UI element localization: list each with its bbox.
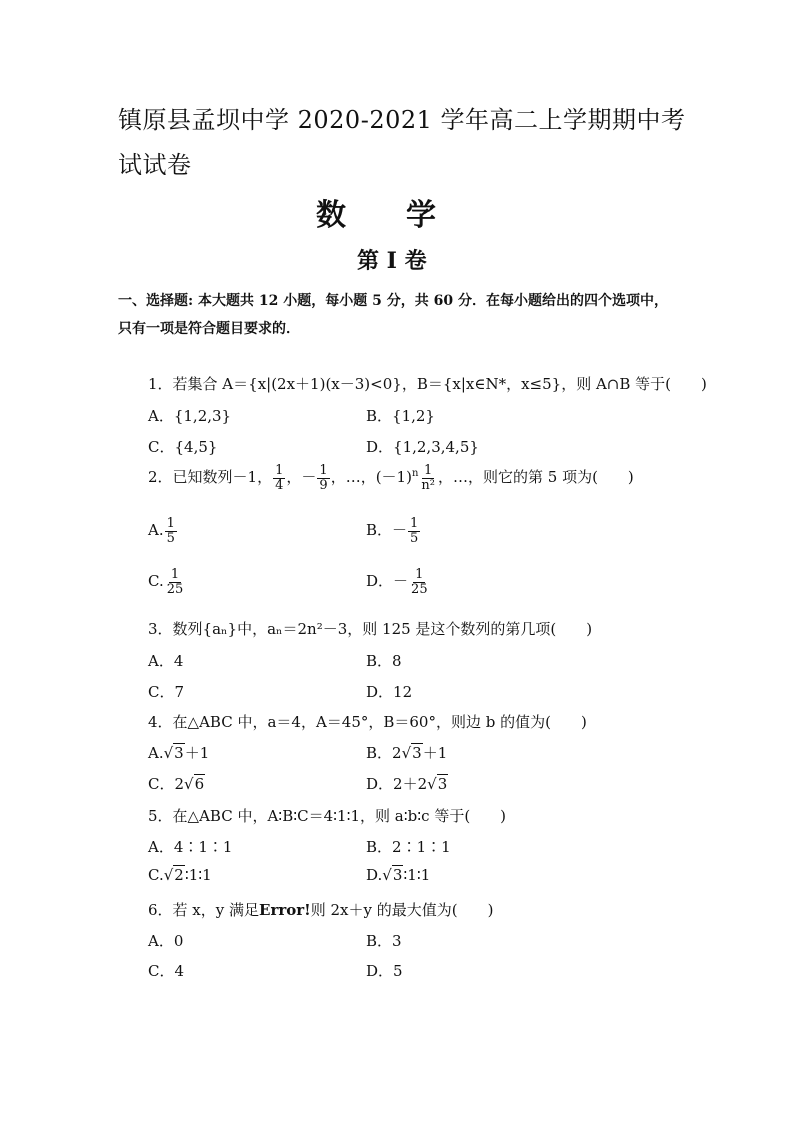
- question-2-option-d: D．－ $\frac{1}{25}$: [366, 567, 428, 597]
- question-2-stem-prefix: 2．已知数列－1，: [148, 468, 273, 487]
- question-4-stem: 4．在△ABC 中，a＝4，A＝45°，B＝60°，则边 b 的值为( ): [148, 713, 587, 731]
- sqrt-symbol: √3: [163, 744, 184, 762]
- question-4-option-a: A.√3＋1: [148, 744, 210, 762]
- sqrt-symbol: √6: [184, 775, 205, 793]
- sqrt-symbol: √3: [382, 866, 403, 884]
- section-instructions-line-1: 一、选择题: 本大题共 12 小题，每小题 5 分，共 60 分．在每小题给出的四个选项中，: [118, 293, 668, 309]
- question-3-option-c: C．7: [148, 683, 185, 701]
- question-1-option-a: A．{1,2,3}: [148, 407, 232, 425]
- question-2-stem: 2．已知数列－1， $\frac{1}{4}$ ，－ $\frac{1}{9}$ ，…，$(-1)^n$ $\frac{1}{\text{n²}}$ ，…，则它的第 5 项为( ): [148, 463, 634, 493]
- question-6-option-c: C．4: [148, 962, 185, 980]
- question-6-stem: 6．若 x，y 满足Error!则 2x＋y 的最大值为( ): [148, 901, 494, 919]
- question-2-option-a: A. $\frac{1}{5}$: [148, 516, 175, 546]
- question-6-option-d: D．5: [366, 962, 403, 980]
- question-5-option-b: B．2∶1∶1: [366, 838, 451, 856]
- subject-title: 数 学: [316, 198, 436, 233]
- sqrt-symbol: √3: [401, 744, 422, 762]
- question-5-option-c: C.√2∶1∶1: [148, 866, 212, 884]
- document-title-line-2: 试试卷: [118, 151, 192, 179]
- question-2-option-c: C. $\frac{1}{25}$: [148, 567, 184, 597]
- question-1-stem: 1．若集合 A＝{x|(2x＋1)(x－3)<0}，B＝{x|x∈N*，x≤5}，则 A∩B 等于( ): [148, 375, 707, 393]
- sqrt-symbol: √2: [163, 866, 184, 884]
- question-3-stem: 3．数列{aₙ}中，aₙ＝2n²－3，则 125 是这个数列的第几项( ): [148, 620, 593, 638]
- question-1-option-c: C．{4,5}: [148, 438, 218, 456]
- question-6-option-a: A．0: [148, 932, 184, 950]
- sqrt-symbol: √3: [427, 775, 448, 793]
- question-5-stem: 5．在△ABC 中，A∶B∶C＝4∶1∶1，则 a∶b∶c 等于( ): [148, 807, 507, 825]
- question-5-option-d: D.√3∶1∶1: [366, 866, 431, 884]
- question-1-option-b: B．{1,2}: [366, 407, 435, 425]
- question-5-option-a: A．4∶1∶1: [148, 838, 233, 856]
- question-4-option-c: C．2√6: [148, 775, 205, 793]
- question-3-option-d: D．12: [366, 683, 413, 701]
- document-title-line-1: 镇原县孟坝中学 2020-2021 学年高二上学期期中考: [118, 106, 686, 134]
- question-3-option-b: B．8: [366, 652, 402, 670]
- question-3-option-a: A．4: [148, 652, 184, 670]
- fraction: $\frac{1}{\text{n²}}$: [421, 463, 435, 493]
- question-4-option-b: B．2√3＋1: [366, 744, 448, 762]
- question-4-option-d: D．2＋2√3: [366, 775, 448, 793]
- section-instructions-line-2: 只有一项是符合题目要求的．: [118, 321, 300, 337]
- fraction: $\frac{1}{9}$: [319, 463, 328, 493]
- question-1-option-d: D．{1,2,3,4,5}: [366, 438, 479, 456]
- question-2-option-b: B．－ $\frac{1}{5}$: [366, 516, 419, 546]
- fraction: $\frac{1}{4}$: [275, 463, 284, 493]
- volume-title: 第 I 卷: [357, 248, 427, 274]
- question-6-option-b: B．3: [366, 932, 402, 950]
- error-placeholder: Error!: [259, 901, 311, 919]
